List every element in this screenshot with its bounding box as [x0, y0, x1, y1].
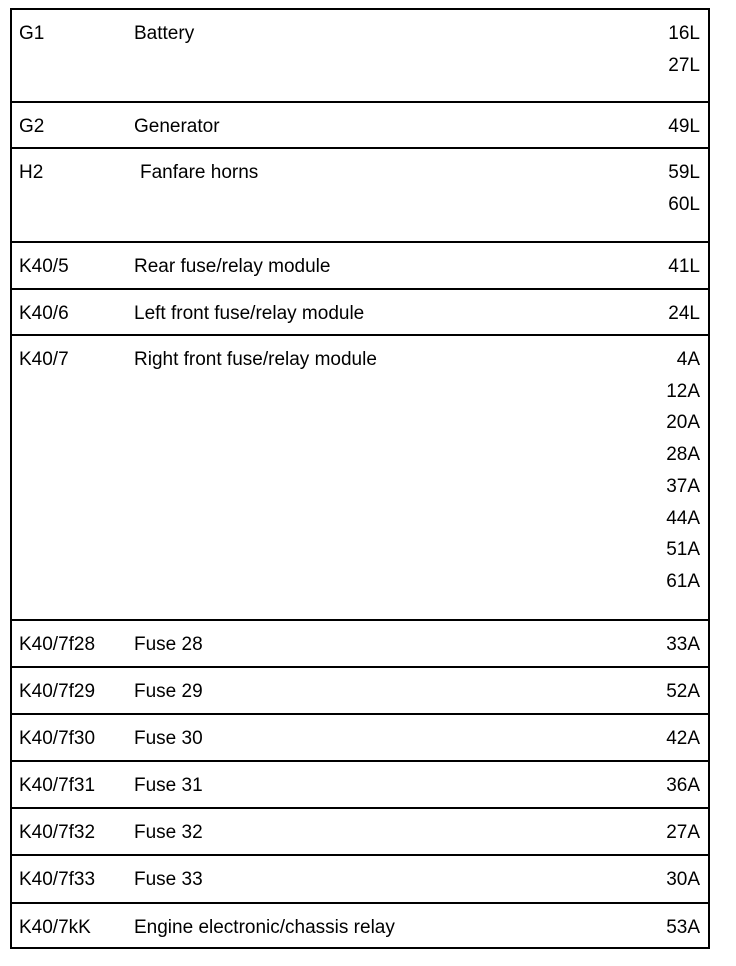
component-code: G2	[19, 116, 45, 137]
location-refs	[668, 111, 700, 143]
location-refs	[666, 676, 700, 708]
location-ref: 41L	[668, 256, 700, 277]
component-code: K40/7f29	[19, 681, 96, 702]
location-ref: 61A	[666, 570, 700, 592]
location-ref: 42A	[666, 728, 700, 749]
location-ref: 49L	[668, 116, 700, 137]
component-code: K40/7f28	[19, 634, 96, 655]
component-description: Fuse 29	[134, 681, 203, 702]
table-row	[12, 241, 708, 285]
location-refs	[668, 251, 700, 283]
location-ref: 27A	[666, 822, 700, 843]
component-description: Fuse 30	[134, 728, 203, 749]
location-refs	[668, 18, 700, 81]
table-row	[12, 288, 708, 331]
location-refs	[666, 344, 700, 598]
table-row	[12, 854, 708, 899]
table-row	[12, 8, 708, 98]
location-refs	[666, 770, 700, 802]
component-description: Right front fuse/relay module	[134, 349, 377, 370]
table-row	[12, 902, 708, 947]
component-description: Fuse 31	[134, 775, 203, 796]
component-code: K40/7kK	[19, 917, 91, 938]
component-description: Generator	[134, 116, 220, 137]
location-refs	[666, 629, 700, 661]
location-refs	[666, 864, 700, 896]
location-ref: 4A	[676, 349, 700, 370]
component-code: K40/6	[19, 303, 69, 324]
component-table	[10, 8, 710, 949]
location-ref: 20A	[666, 412, 700, 434]
location-ref: 33A	[666, 634, 700, 655]
location-ref: 51A	[666, 539, 700, 561]
table-row	[12, 666, 708, 710]
component-description: Fuse 28	[134, 634, 203, 655]
location-ref: 60L	[668, 193, 700, 215]
table-row	[12, 334, 708, 616]
location-ref: 27L	[668, 54, 700, 76]
location-refs	[668, 298, 700, 330]
location-ref: 52A	[666, 681, 700, 702]
table-row	[12, 101, 708, 144]
location-ref: 44A	[666, 507, 700, 529]
component-description: Battery	[134, 23, 195, 44]
table-row	[12, 713, 708, 757]
location-ref: 59L	[668, 162, 700, 183]
location-ref: 37A	[666, 475, 700, 497]
component-code: K40/7	[19, 349, 69, 370]
component-code: K40/7f31	[19, 775, 96, 796]
component-code: H2	[19, 162, 44, 183]
location-ref: 53A	[666, 917, 700, 938]
component-description: Fuse 32	[134, 822, 203, 843]
location-ref: 24L	[668, 303, 700, 324]
location-ref: 16L	[668, 23, 700, 44]
component-description: Rear fuse/relay module	[134, 256, 331, 277]
location-ref: 28A	[666, 444, 700, 466]
component-code: K40/5	[19, 256, 69, 277]
component-code: K40/7f32	[19, 822, 96, 843]
location-refs	[666, 817, 700, 849]
component-code: K40/7f33	[19, 869, 96, 890]
component-description: Fanfare horns	[140, 162, 259, 183]
table-row	[12, 147, 708, 238]
location-ref: 12A	[666, 380, 700, 402]
component-code: G1	[19, 23, 45, 44]
location-ref: 30A	[666, 869, 700, 890]
table-row	[12, 760, 708, 804]
component-code: K40/7f30	[19, 728, 96, 749]
table-row	[12, 807, 708, 851]
location-refs	[666, 912, 700, 944]
table-row	[12, 619, 708, 663]
location-refs	[666, 723, 700, 755]
location-refs	[668, 157, 700, 220]
component-description: Fuse 33	[134, 869, 203, 890]
component-description: Left front fuse/relay module	[134, 303, 365, 324]
component-description: Engine electronic/chassis relay	[134, 917, 395, 938]
location-ref: 36A	[666, 775, 700, 796]
